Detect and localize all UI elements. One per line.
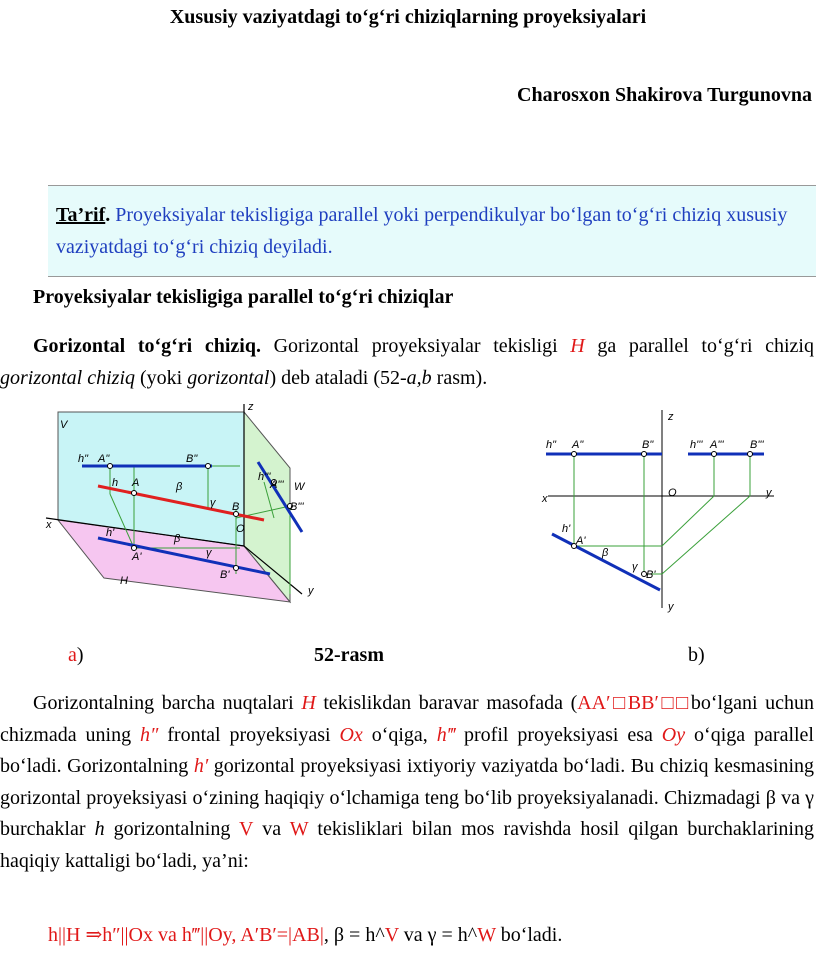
p1-text: (yoki [135, 367, 188, 389]
formula-part: bo‘ladi. [495, 924, 563, 946]
label-z: z [248, 401, 254, 413]
paragraph-1 [0, 330, 814, 394]
label-H-plane: H [120, 575, 128, 587]
author-name: Charosxon Shakirova Turgunovna [517, 84, 812, 106]
p2-h3: h‴ [436, 723, 456, 746]
caption-a [68, 644, 84, 667]
p2-text: o‘qiga parallel bo‘ladi. Gorizontalning [0, 723, 814, 777]
p2-h: h [94, 818, 105, 840]
label-O: O [236, 523, 245, 535]
p1-text: rasm). [431, 367, 488, 389]
label-b-gamma: γ [632, 561, 638, 573]
label-x: x [46, 519, 52, 531]
p1-text: ) deb ataladi (52- [269, 367, 407, 389]
label-gamma-h: γ [206, 547, 212, 559]
definition-dot: . [105, 204, 111, 226]
formula [48, 922, 562, 947]
label-A2: A" [98, 453, 110, 465]
label-B2: B" [186, 453, 198, 465]
p2-text: gorizontalning [104, 818, 240, 840]
label-h: h [112, 477, 119, 489]
p2-text: profil proyeksiyasi esa [455, 723, 662, 746]
p2-V: V [239, 818, 254, 840]
p1-text: ga parallel to‘g‘ri chiziq [584, 335, 814, 357]
figure-caption: 52-rasm [314, 644, 384, 666]
label-b-A2: A" [572, 439, 584, 451]
formula-part: V [384, 924, 399, 946]
p1-italic: gorizontal chiziq [0, 367, 136, 389]
label-y: y [308, 585, 314, 597]
p1-text: Gorizontal proyeksiyalar tekisligi [260, 335, 571, 357]
p2-text: tekislikdan baravar masofada ( [315, 692, 578, 714]
p2-oy: Oy [661, 723, 686, 746]
label-A: A [132, 477, 140, 489]
p2-h2: h″ [140, 723, 159, 746]
caption-a-paren: ) [76, 644, 84, 666]
label-b-h3: h''' [690, 439, 703, 451]
p2-text: frontal proyeksiyasi [158, 723, 340, 746]
p2-text: gorizontal proyeksiyasi ixtiyoriy vaziyatda bo‘ladi. Bu chiziq kesmasining gorizontal proyeksiyasi o‘zining haqiqiy o‘lchamiga teng bo‘lib proyeksiyalanadi. Chizmadagi β va γ burchaklar [0, 755, 814, 840]
label-h3: h''' [258, 471, 271, 483]
caption-a-letter: a [68, 644, 77, 666]
label-b-O: O [668, 487, 677, 499]
label-beta-h: β [174, 533, 181, 545]
label-B3: B''' [290, 501, 304, 513]
label-b-B3: B''' [750, 439, 764, 451]
label-b-x: x [542, 493, 548, 505]
p2-text: o‘qiga, [362, 723, 437, 746]
figure-a-isometric [40, 398, 336, 608]
label-h1: h' [106, 527, 115, 539]
p1-italic: gorizontal [187, 367, 270, 389]
section-heading: Proyeksiyalar tekisligiga parallel to‘g‘ri chiziqlar [33, 286, 454, 308]
label-B1: B' [220, 569, 230, 581]
p2-text: tekisliklari bilan mos ravishda hosil qilgan burchaklarining haqiqiy kattaligi bo‘ladi, ya’ni: [0, 818, 814, 872]
label-b-B2: B" [642, 439, 654, 451]
p1-lead: Gorizontal to‘g‘ri chiziq. [33, 335, 261, 357]
p2-aa: AA′□BB′□□ [577, 692, 691, 714]
p2-h1: h′ [193, 755, 209, 777]
label-b-h2: h" [546, 439, 557, 451]
label-b-B1: B' [646, 569, 656, 581]
label-V: V [60, 419, 68, 431]
paragraph-2 [0, 688, 814, 877]
definition-body: Proyeksiyalar tekisligiga parallel yoki perpendikulyar bo‘lgan to‘g‘ri chiziq xususiy vaziyatdagi to‘g‘ri chiziq deyiladi. [56, 204, 788, 258]
p1-italic: a,b [406, 367, 432, 389]
label-B: B [232, 501, 240, 513]
figure-b-epure [538, 404, 778, 616]
caption-b: b) [688, 644, 705, 666]
label-beta-v: β [176, 481, 183, 493]
formula-part: h||H ⇒h″||Ox va h‴||Oy, A′B′=|AB| [48, 924, 324, 946]
p2-text: Gorizontalning barcha nuqtalari [33, 692, 302, 714]
label-A3: A''' [270, 479, 284, 491]
p1-H: H [570, 335, 585, 357]
page-title: Xususiy vaziyatdagi to‘g‘ri chiziqlarning proyeksiyalari [169, 6, 647, 28]
p2-ox: Ox [339, 723, 363, 746]
label-b-A1: A' [576, 535, 586, 547]
label-gamma-v: γ [210, 497, 216, 509]
p2-W: W [289, 818, 309, 840]
definition-term: Ta’rif [56, 204, 106, 226]
label-b-y2: y [668, 601, 674, 613]
p2-text: va [253, 818, 290, 840]
label-b-beta: β [602, 547, 609, 559]
label-A1: A' [132, 551, 142, 563]
formula-part: W [477, 924, 496, 946]
p2-text: bo‘lgani uchun chizmada uning [0, 692, 814, 746]
formula-part: va γ = h^ [398, 924, 478, 946]
label-b-A3: A''' [710, 439, 724, 451]
label-b-z: z [668, 411, 674, 423]
label-b-h1: h' [562, 523, 571, 535]
formula-part: , β = h^ [323, 924, 385, 946]
label-b-y: y [766, 487, 772, 499]
definition-text [56, 199, 814, 263]
label-h2: h" [78, 453, 89, 465]
label-W: W [294, 481, 305, 493]
p2-H: H [301, 692, 316, 714]
